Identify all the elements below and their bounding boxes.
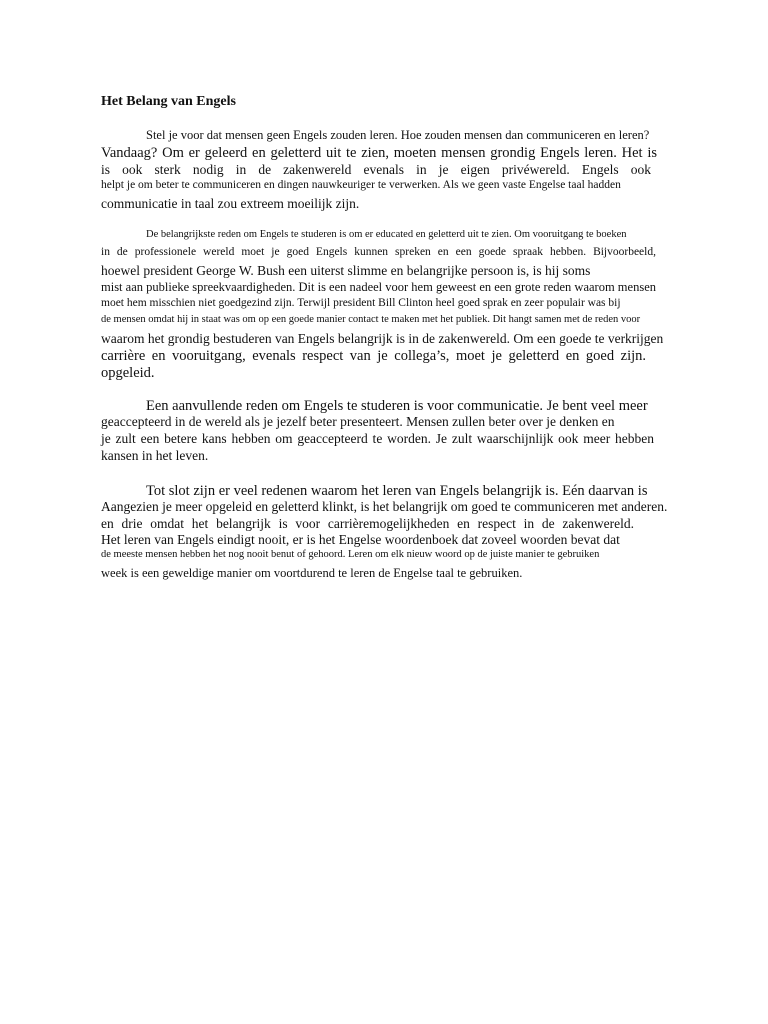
paragraph-1-line-4: helpt je om beter te communiceren en dingen nauwkeuriger te verwerken. Als we geen vaste Engelse taal hadden: [101, 179, 621, 191]
paragraph-2-line-2: in de professionele wereld moet je goed Engels kunnen spreken en een goede spraak hebben. Bijvoorbeeld,: [101, 246, 656, 258]
document-title: Het Belang van Engels: [101, 94, 236, 109]
paragraph-4-line-2: Aangezien je meer opgeleid en geletterd klinkt, is het belangrijk om goed te communiceren met anderen.: [101, 499, 668, 514]
paragraph-1-line-1: Stel je voor dat mensen geen Engels zouden leren. Hoe zouden mensen dan communiceren en leren?: [146, 128, 650, 142]
paragraph-2-line-5: moet hem misschien niet goedgezind zijn. Terwijl president Bill Clinton heel goed sprak en zeer populair was bij: [101, 297, 621, 309]
paragraph-2-line-6: de mensen omdat hij in staat was om op een goede manier contact te maken met het publiek. Dit hangt samen met de reden voor: [101, 314, 641, 325]
paragraph-1-line-3: is ook sterk nodig in de zakenwereld evenals in je eigen privéwereld. Engels ook: [101, 162, 651, 177]
paragraph-3-line-2: geaccepteerd in de wereld als je jezelf beter presenteert. Mensen zullen beter over je denken en: [101, 414, 615, 429]
paragraph-2-line-3: hoewel president George W. Bush een uiterst slimme en belangrijke persoon is, is hij soms: [101, 263, 591, 278]
paragraph-3-line-1: Een aanvullende reden om Engels te studeren is voor communicatie. Je bent veel meer: [146, 398, 648, 414]
paragraph-4-line-4: Het leren van Engels eindigt nooit, er is het Engelse woordenboek dat zoveel woorden bevat dat: [101, 532, 620, 547]
paragraph-2-line-7: waarom het grondig bestuderen van Engels belangrijk is in de zakenwereld. Om een goede te verkrijgen: [101, 331, 664, 346]
paragraph-2-line-9: opgeleid.: [101, 365, 155, 381]
paragraph-2-line-8: carrière en vooruitgang, evenals respect van je collega’s, moet je geletterd en goed zijn.: [101, 348, 646, 364]
paragraph-3-line-4: kansen in het leven.: [101, 448, 209, 463]
paragraph-2-line-1: De belangrijkste reden om Engels te studeren is om er educated en geletterd uit te zien. Om vooruitgang te boeken: [146, 229, 627, 240]
paragraph-2-line-4: mist aan publieke spreekvaardigheden. Dit is een nadeel voor hem geweest en een grote reden waarom mensen: [101, 280, 656, 294]
paragraph-3-line-3: je zult een betere kans hebben om geaccepteerd te worden. Je zult waarschijnlijk ook meer hebben: [101, 431, 654, 446]
paragraph-4-line-6: week is een geweldige manier om voortdurend te leren de Engelse taal te gebruiken.: [101, 566, 523, 580]
paragraph-4-line-3: en drie omdat het belangrijk is voor carrièremogelijkheden en respect in de zakenwereld.: [101, 516, 634, 531]
paragraph-1-line-2: Vandaag? Om er geleerd en geletterd uit te zien, moeten mensen grondig Engels leren. Het is: [101, 145, 657, 161]
paragraph-1-line-5: communicatie in taal zou extreem moeilijk zijn.: [101, 196, 360, 211]
paragraph-4-line-5: de meeste mensen hebben het nog nooit benut of gehoord. Leren om elk nieuw woord op de juiste manier te gebruiken: [101, 549, 600, 560]
paragraph-4-line-1: Tot slot zijn er veel redenen waarom het leren van Engels belangrijk is. Eén daarvan is: [146, 483, 648, 499]
